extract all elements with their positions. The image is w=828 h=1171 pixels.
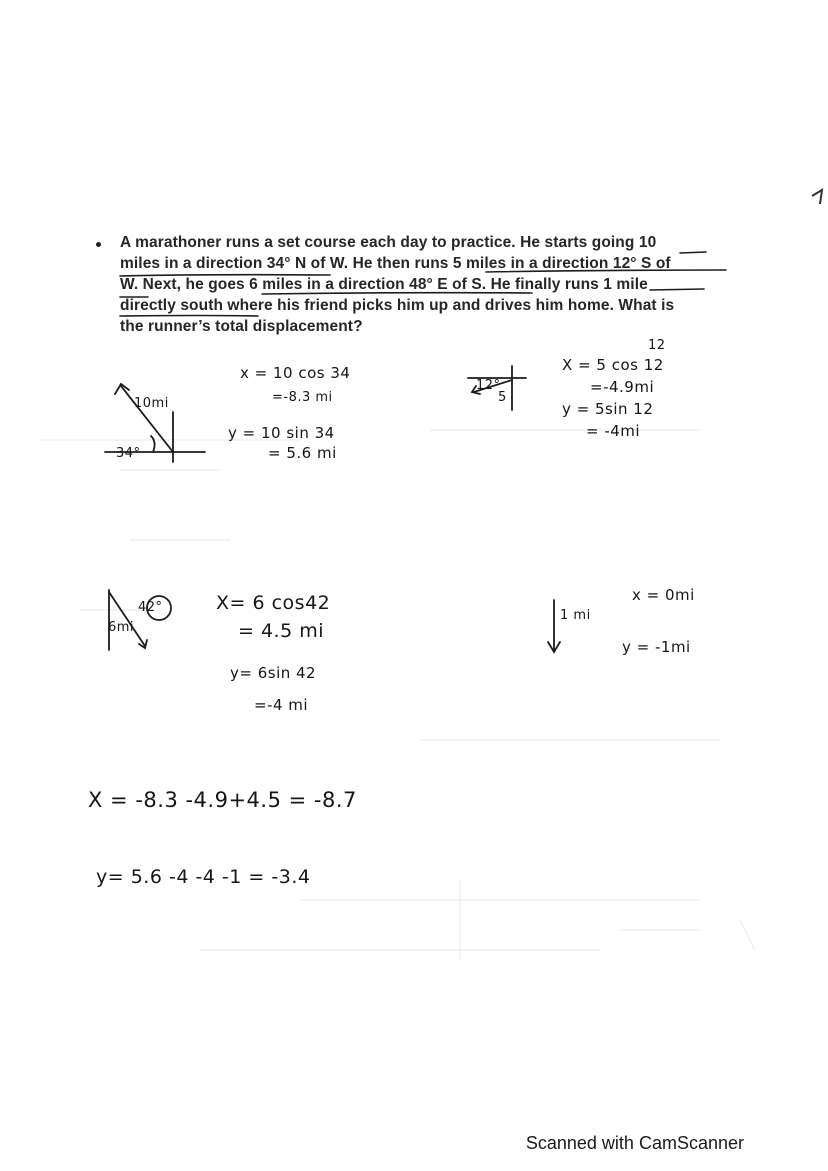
leg4-diagram-dist: 1 mi [560, 608, 591, 623]
leg1-y-equation: y = 10 sin 34 [228, 424, 335, 442]
leg2-diagram-angle: 12° [476, 378, 501, 393]
leg2-y-equation: y = 5sin 12 [562, 400, 654, 418]
problem-line-4: directly south where his friend picks him up and drives him home. What is [120, 297, 675, 314]
total-x-equation: X = -8.3 -4.9+4.5 = -8.7 [88, 788, 357, 812]
leg1-diagram-angle: 34° [116, 446, 141, 461]
leg4-y-equation: y = -1mi [622, 638, 691, 656]
leg4-vector-diagram [540, 596, 570, 656]
leg3-diagram-angle: 42° [138, 600, 163, 615]
leg2-note: 12 [648, 338, 666, 353]
problem-line-2: miles in a direction 34° N of W. He then runs 5 miles in a direction 12° S of [120, 255, 671, 272]
leg2-diagram-dist: 5 [498, 390, 507, 405]
total-y-equation: y= 5.6 -4 -4 -1 = -3.4 [96, 866, 311, 888]
leg1-diagram-dist: 10mi [134, 396, 169, 411]
leg2-y-value: = -4mi [586, 422, 641, 440]
leg1-x-value: =-8.3 mi [272, 390, 333, 405]
leg3-diagram-dist: 6mi [108, 620, 135, 635]
problem-line-3: W. Next, he goes 6 miles in a direction 48° E of S. He finally runs 1 mile [120, 276, 648, 293]
leg1-vector-diagram [95, 372, 215, 462]
leg3-y-value: =-4 mi [254, 696, 309, 714]
scanner-watermark: Scanned with CamScanner [525, 1133, 744, 1153]
leg3-y-equation: y= 6sin 42 [230, 664, 317, 682]
leg1-x-equation: x = 10 cos 34 [240, 364, 351, 382]
leg3-x-value: = 4.5 mi [238, 620, 325, 642]
leg2-x-value: =-4.9mi [590, 378, 655, 396]
problem-line-5: the runner’s total displacement? [120, 318, 363, 335]
problem-line-1: A marathoner runs a set course each day to practice. He starts going 10 [120, 234, 657, 251]
leg1-y-value: = 5.6 mi [268, 444, 337, 462]
leg2-x-equation: X = 5 cos 12 [562, 356, 664, 374]
leg3-x-equation: X= 6 cos42 [216, 592, 331, 614]
leg4-x-equation: x = 0mi [632, 586, 695, 604]
